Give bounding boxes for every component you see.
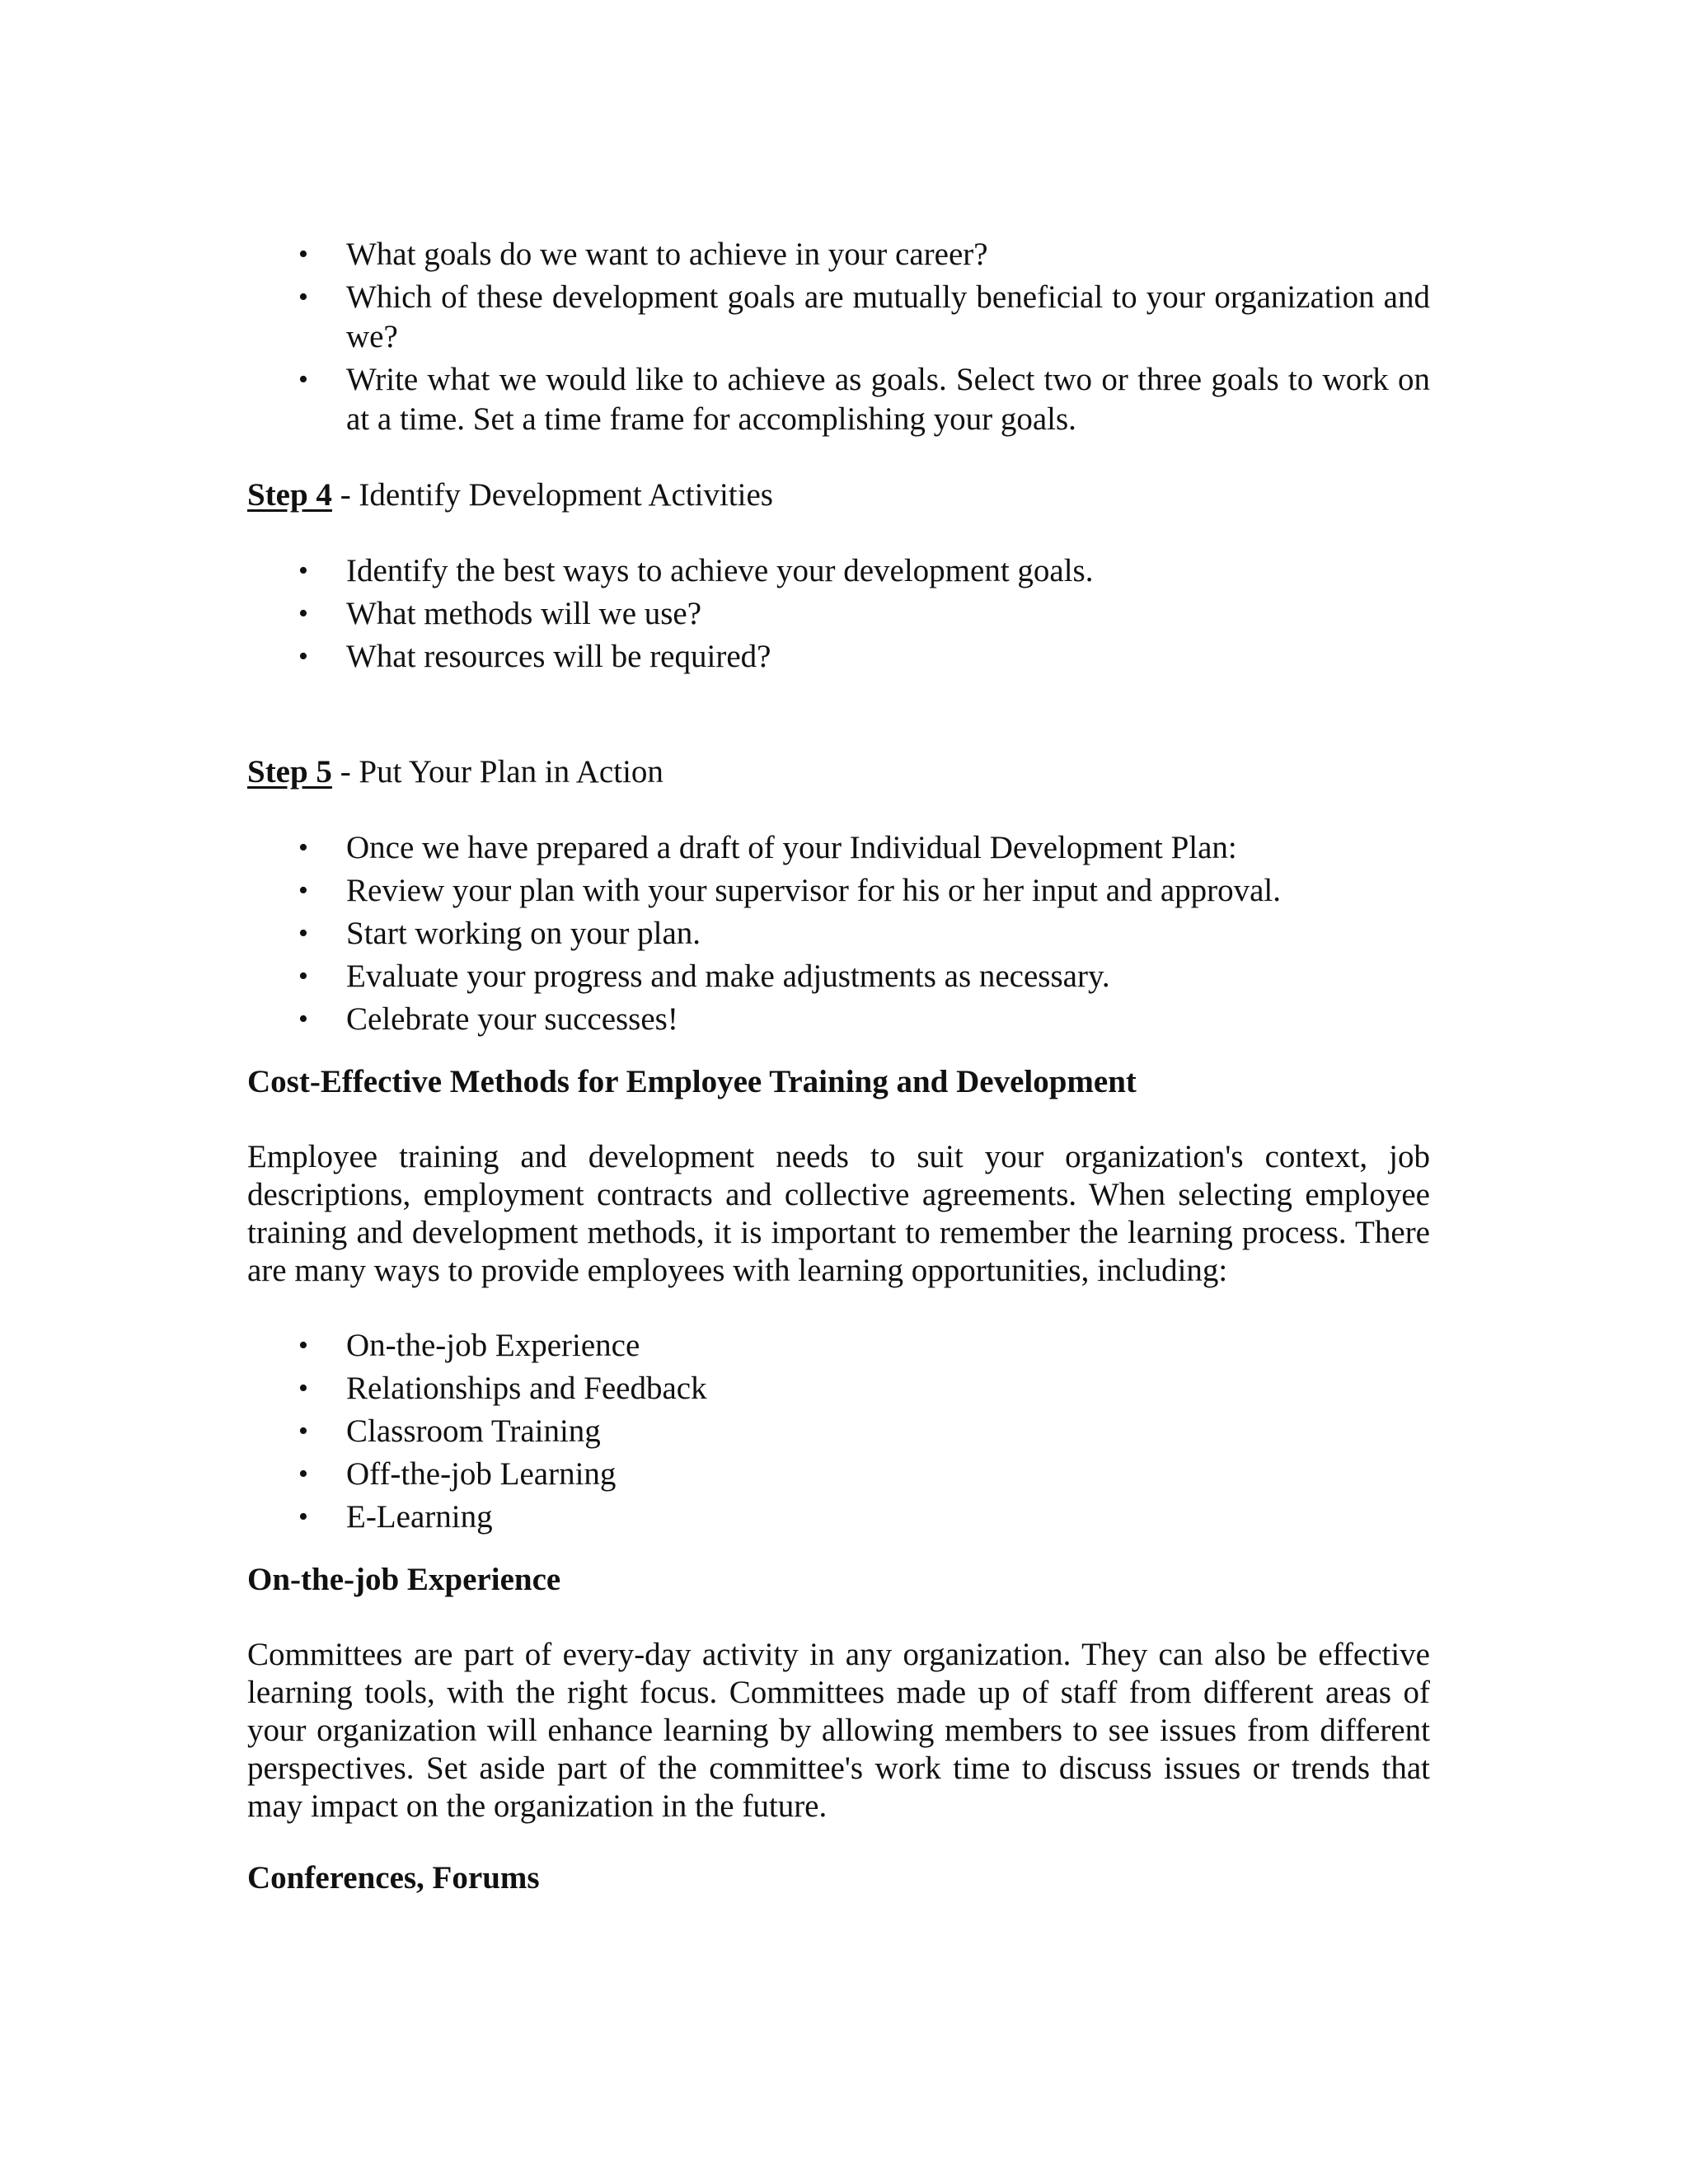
step5-label: Step 5	[247, 754, 332, 790]
bullet-icon: •	[298, 1502, 308, 1532]
document-page	[247, 235, 1430, 1898]
step5-list	[247, 828, 1430, 1039]
bullet-icon: •	[298, 282, 308, 312]
conferences-heading: Conferences, Forums	[247, 1860, 540, 1896]
list-item: • Classroom Training	[247, 1412, 1430, 1451]
on-the-job-heading: On-the-job Experience	[247, 1562, 561, 1597]
bullet-icon: •	[298, 1459, 308, 1489]
bullet-icon: •	[298, 1004, 308, 1034]
cost-effective-paragraph: Employee training and development needs to suit your organization's context, job descriptions, employment contracts and collective agreements. When selecting employee training and development methods, it is important to remember the learning process. There are many ways to provide employees with learning opportunities, including:	[247, 1139, 1430, 1288]
list-item: • On-the-job Experience	[247, 1326, 1430, 1366]
bullet-icon: •	[298, 961, 308, 991]
list-item: • Off-the-job Learning	[247, 1455, 1430, 1494]
learning-methods-list	[247, 1326, 1430, 1537]
list-item: • Once we have prepared a draft of your Individual Development Plan:	[247, 828, 1430, 868]
step4-title: - Identify Development Activities	[331, 477, 773, 513]
list-item: • Relationships and Feedback	[247, 1369, 1430, 1408]
list-item: • Start working on your plan.	[247, 914, 1430, 954]
bullet-icon: •	[298, 598, 308, 629]
list-item: • Identify the best ways to achieve your development goals.	[247, 551, 1430, 591]
on-the-job-paragraph: Committees are part of every-day activity in any organization. They can also be effective learning tools, with the right focus. Committees made up of staff from different areas of your organization will enhance learning by allowing members to see issues from different perspectives. Set aside part of the committee's work time to discuss issues or trends that may impact on the organization in the future.	[247, 1637, 1430, 1824]
list-item: • Celebrate your successes!	[247, 1000, 1430, 1039]
list-item: • Which of these development goals are mutually beneficial to your organization and we?	[298, 279, 1430, 354]
step5-heading	[247, 752, 1430, 792]
bullet-icon: •	[298, 239, 308, 269]
career-goals-list	[247, 235, 1430, 439]
bullet-icon: •	[298, 1373, 308, 1404]
bullet-icon: •	[298, 875, 308, 906]
cost-effective-heading: Cost-Effective Methods for Employee Training and Development	[247, 1064, 1137, 1099]
bullet-icon: •	[298, 1330, 308, 1361]
step5-title: - Put Your Plan in Action	[331, 754, 663, 790]
list-item: • Review your plan with your supervisor for his or her input and approval.	[247, 871, 1430, 911]
list-item: • Evaluate your progress and make adjustments as necessary.	[247, 957, 1430, 996]
bullet-icon: •	[298, 641, 308, 672]
step4-label: Step 4	[247, 477, 332, 513]
step4-list	[247, 551, 1430, 677]
list-item: • What resources will be required?	[247, 637, 1430, 677]
list-item: • E-Learning	[247, 1497, 1430, 1537]
list-item: • What goals do we want to achieve in your career?	[247, 235, 1430, 274]
step4-heading	[247, 476, 1430, 515]
bullet-icon: •	[298, 364, 308, 395]
list-item: • Write what we would like to achieve as goals. Select two or three goals to work on at a time. Set a time frame for accomplishing your goals.	[298, 362, 1430, 437]
list-item: • What methods will we use?	[247, 594, 1430, 634]
bullet-icon: •	[298, 1416, 308, 1446]
bullet-icon: •	[298, 832, 308, 863]
bullet-icon: •	[298, 555, 308, 586]
bullet-icon: •	[298, 918, 308, 949]
